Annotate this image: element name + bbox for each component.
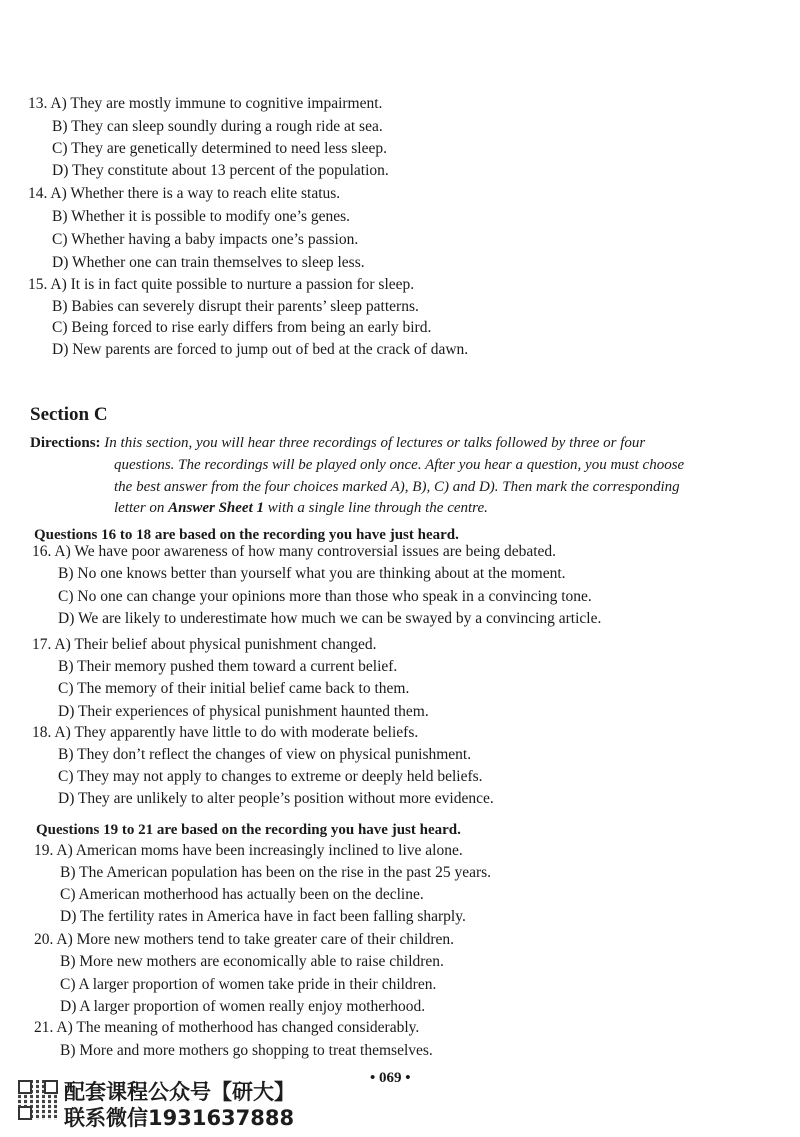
q17-option-b: B) Their memory pushed them toward a current belief. bbox=[58, 658, 398, 675]
group1-header: Questions 16 to 18 are based on the recording you have just heard. bbox=[34, 527, 459, 543]
q18-option-d: D) They are unlikely to alter people’s position without more evidence. bbox=[58, 790, 494, 807]
q15-option-b: B) Babies can severely disrupt their parents’ sleep patterns. bbox=[52, 298, 419, 315]
directions-text-4-post: with a single line through the centre. bbox=[264, 500, 488, 516]
q19-option-a: 19. A) American moms have been increasingly inclined to live alone. bbox=[34, 842, 463, 859]
q17-option-a: 17. A) Their belief about physical punishment changed. bbox=[32, 636, 377, 653]
group2-header: Questions 19 to 21 are based on the recording you have just heard. bbox=[36, 822, 461, 838]
q16-option-d: D) We are likely to underestimate how much we can be swayed by a convincing article. bbox=[58, 610, 602, 627]
watermark-line-2: 联系微信1931637888 bbox=[64, 1106, 295, 1130]
q20-option-b: B) More new mothers are economically able to raise children. bbox=[60, 953, 444, 970]
q20-option-c: C) A larger proportion of women take pride in their children. bbox=[60, 976, 437, 993]
q18-option-c: C) They may not apply to changes to extreme or deeply held beliefs. bbox=[58, 768, 483, 785]
q13-option-a: 13. A) They are mostly immune to cognitive impairment. bbox=[28, 95, 383, 112]
q21-option-b: B) More and more mothers go shopping to treat themselves. bbox=[60, 1042, 433, 1059]
q13-option-d: D) They constitute about 13 percent of the population. bbox=[52, 162, 389, 179]
q20-option-d: D) A larger proportion of women really enjoy motherhood. bbox=[60, 998, 426, 1015]
q15-option-a: 15. A) It is in fact quite possible to nurture a passion for sleep. bbox=[28, 276, 415, 293]
q14-option-a: 14. A) Whether there is a way to reach elite status. bbox=[28, 185, 341, 202]
q16-option-a: 16. A) We have poor awareness of how many controversial issues are being debated. bbox=[32, 543, 557, 560]
directions-text-4-pre: letter on bbox=[114, 500, 169, 516]
qr-code-icon bbox=[18, 1080, 58, 1120]
directions-line-3: the best answer from the four choices marked A), B), C) and D). Then mark the corresponding bbox=[114, 479, 680, 495]
q13-option-c: C) They are genetically determined to need less sleep. bbox=[52, 140, 387, 157]
directions-line-1 bbox=[30, 433, 645, 453]
section-title: Section C bbox=[30, 404, 108, 425]
answer-sheet-label: Answer Sheet 1 bbox=[168, 500, 265, 516]
q14-option-b: B) Whether it is possible to modify one’s genes. bbox=[52, 208, 351, 225]
q14-option-d: D) Whether one can train themselves to sleep less. bbox=[52, 254, 365, 271]
directions-text-1: In this section, you will hear three recordings of lectures or talks followed by three or four bbox=[104, 435, 646, 451]
q14-option-c: C) Whether having a baby impacts one’s passion. bbox=[52, 231, 359, 248]
page-number: • 069 • bbox=[370, 1070, 411, 1086]
q15-option-d: D) New parents are forced to jump out of bed at the crack of dawn. bbox=[52, 341, 469, 358]
q16-option-c: C) No one can change your opinions more than those who speak in a convincing tone. bbox=[58, 588, 592, 605]
q13-option-b: B) They can sleep soundly during a rough ride at sea. bbox=[52, 118, 383, 135]
watermark-line-1: 配套课程公众号【研大】 bbox=[64, 1080, 295, 1104]
q18-option-b: B) They don’t reflect the changes of view on physical punishment. bbox=[58, 746, 472, 763]
directions-label: Directions: bbox=[30, 435, 101, 451]
directions-line-2: questions. The recordings will be played only once. After you hear a question, you must choose bbox=[114, 457, 685, 473]
q15-option-c: C) Being forced to rise early differs from being an early bird. bbox=[52, 319, 432, 336]
q16-option-b: B) No one knows better than yourself what you are thinking about at the moment. bbox=[58, 565, 566, 582]
q20-option-a: 20. A) More new mothers tend to take greater care of their children. bbox=[34, 931, 455, 948]
directions-line-4 bbox=[114, 498, 488, 518]
q19-option-b: B) The American population has been on the rise in the past 25 years. bbox=[60, 864, 492, 881]
q17-option-c: C) The memory of their initial belief came back to them. bbox=[58, 680, 410, 697]
q19-option-d: D) The fertility rates in America have in fact been falling sharply. bbox=[60, 908, 466, 925]
q18-option-a: 18. A) They apparently have little to do with moderate beliefs. bbox=[32, 724, 419, 741]
q17-option-d: D) Their experiences of physical punishment haunted them. bbox=[58, 703, 429, 720]
q19-option-c: C) American motherhood has actually been on the decline. bbox=[60, 886, 424, 903]
q21-option-a: 21. A) The meaning of motherhood has changed considerably. bbox=[34, 1019, 420, 1036]
